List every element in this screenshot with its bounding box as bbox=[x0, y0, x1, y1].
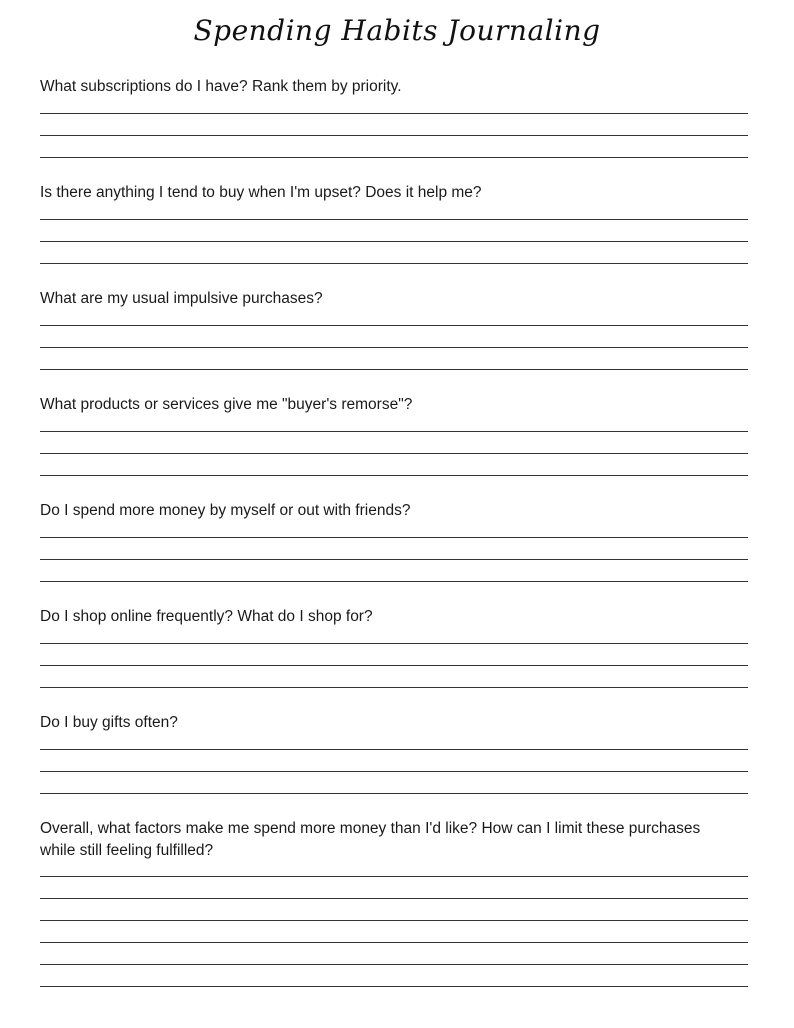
answer-line[interactable] bbox=[40, 241, 748, 242]
answer-line[interactable] bbox=[40, 898, 748, 899]
answer-line[interactable] bbox=[40, 263, 748, 264]
question-4: What products or services give me "buyer's remorse"? bbox=[40, 396, 413, 413]
answer-line[interactable] bbox=[40, 986, 748, 987]
answer-line[interactable] bbox=[40, 113, 748, 114]
question-2: Is there anything I tend to buy when I'm upset? Does it help me? bbox=[40, 184, 482, 201]
answer-line[interactable] bbox=[40, 942, 748, 943]
answer-line[interactable] bbox=[40, 964, 748, 965]
answer-line[interactable] bbox=[40, 665, 748, 666]
question-7: Do I buy gifts often? bbox=[40, 714, 178, 731]
answer-line[interactable] bbox=[40, 135, 748, 136]
answer-line[interactable] bbox=[40, 157, 748, 158]
question-3: What are my usual impulsive purchases? bbox=[40, 290, 323, 307]
answer-line[interactable] bbox=[40, 876, 748, 877]
question-8: Overall, what factors make me spend more money than I'd like? How can I limit these purchases while still feeling fulfilled? bbox=[40, 820, 701, 859]
answer-line[interactable] bbox=[40, 475, 748, 476]
answer-line[interactable] bbox=[40, 537, 748, 538]
answer-line[interactable] bbox=[40, 920, 748, 921]
answer-line[interactable] bbox=[40, 687, 748, 688]
answer-line[interactable] bbox=[40, 559, 748, 560]
answer-line[interactable] bbox=[40, 793, 748, 794]
answer-line[interactable] bbox=[40, 325, 748, 326]
question-1: What subscriptions do I have? Rank them by priority. bbox=[40, 78, 402, 95]
question-5: Do I spend more money by myself or out with friends? bbox=[40, 502, 411, 519]
answer-line[interactable] bbox=[40, 369, 748, 370]
answer-line[interactable] bbox=[40, 219, 748, 220]
answer-line[interactable] bbox=[40, 347, 748, 348]
answer-line[interactable] bbox=[40, 771, 748, 772]
answer-line[interactable] bbox=[40, 643, 748, 644]
answer-line[interactable] bbox=[40, 453, 748, 454]
question-6: Do I shop online frequently? What do I shop for? bbox=[40, 608, 373, 625]
answer-line[interactable] bbox=[40, 749, 748, 750]
answer-line[interactable] bbox=[40, 581, 748, 582]
page-title: Spending Habits Journaling bbox=[193, 14, 601, 47]
answer-line[interactable] bbox=[40, 431, 748, 432]
